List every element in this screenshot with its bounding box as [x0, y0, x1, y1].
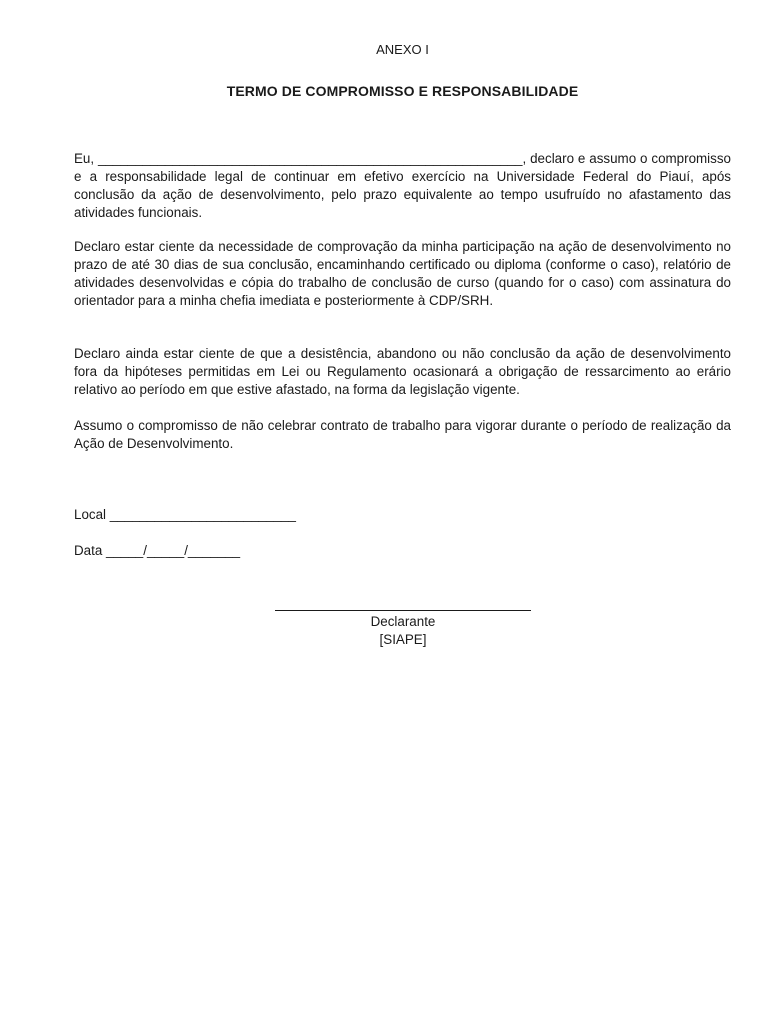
signature-siape-label: [SIAPE]: [379, 632, 427, 647]
paragraph-no-contract: Assumo o compromisso de não celebrar contrato de trabalho para vigorar durante o período de realização da Ação de Desenvolvimento.: [74, 418, 731, 451]
paragraph-reimbursement: Declaro ainda estar ciente de que a desistência, abandono ou não conclusão da ação de desenvolvimento fora da hipóteses permitidas em Lei ou Regulamento ocasionará a obrigação de ressarcimento ao erário relativo ao período em que estive afastado, na forma da legislação vigente.: [74, 346, 731, 397]
date-field: Data _____/_____/_______: [74, 543, 241, 558]
paragraph-proof-of-participation: Declaro estar ciente da necessidade de comprovação da minha participação na ação de desenvolvimento no prazo de até 30 dias de sua conclusão, encaminhando certificado ou diploma (conforme o caso), relatório de atividades desenvolvidas e cópia do trabalho de conclusão de curso (quando for o caso) com assinatura do orientador para a minha chefia imediata e posteriormente à CDP/SRH.: [74, 239, 731, 308]
annex-label: ANEXO I: [376, 42, 429, 57]
local-field: Local _________________________: [74, 507, 296, 522]
paragraph-commitment: Eu, _________________________________________________________, declaro e assumo o compromisso e a responsabilidade legal de continuar em efetivo exercício na Universidade Federal do Piauí, após conclusão da ação de desenvolvimento, pelo prazo equivalente ao tempo usufruído no afastamento das atividades funcionais.: [74, 151, 731, 220]
signature-label: Declarante: [370, 614, 436, 629]
signature-line: [275, 610, 531, 611]
document-title: TERMO DE COMPROMISSO E RESPONSABILIDADE: [226, 83, 579, 99]
